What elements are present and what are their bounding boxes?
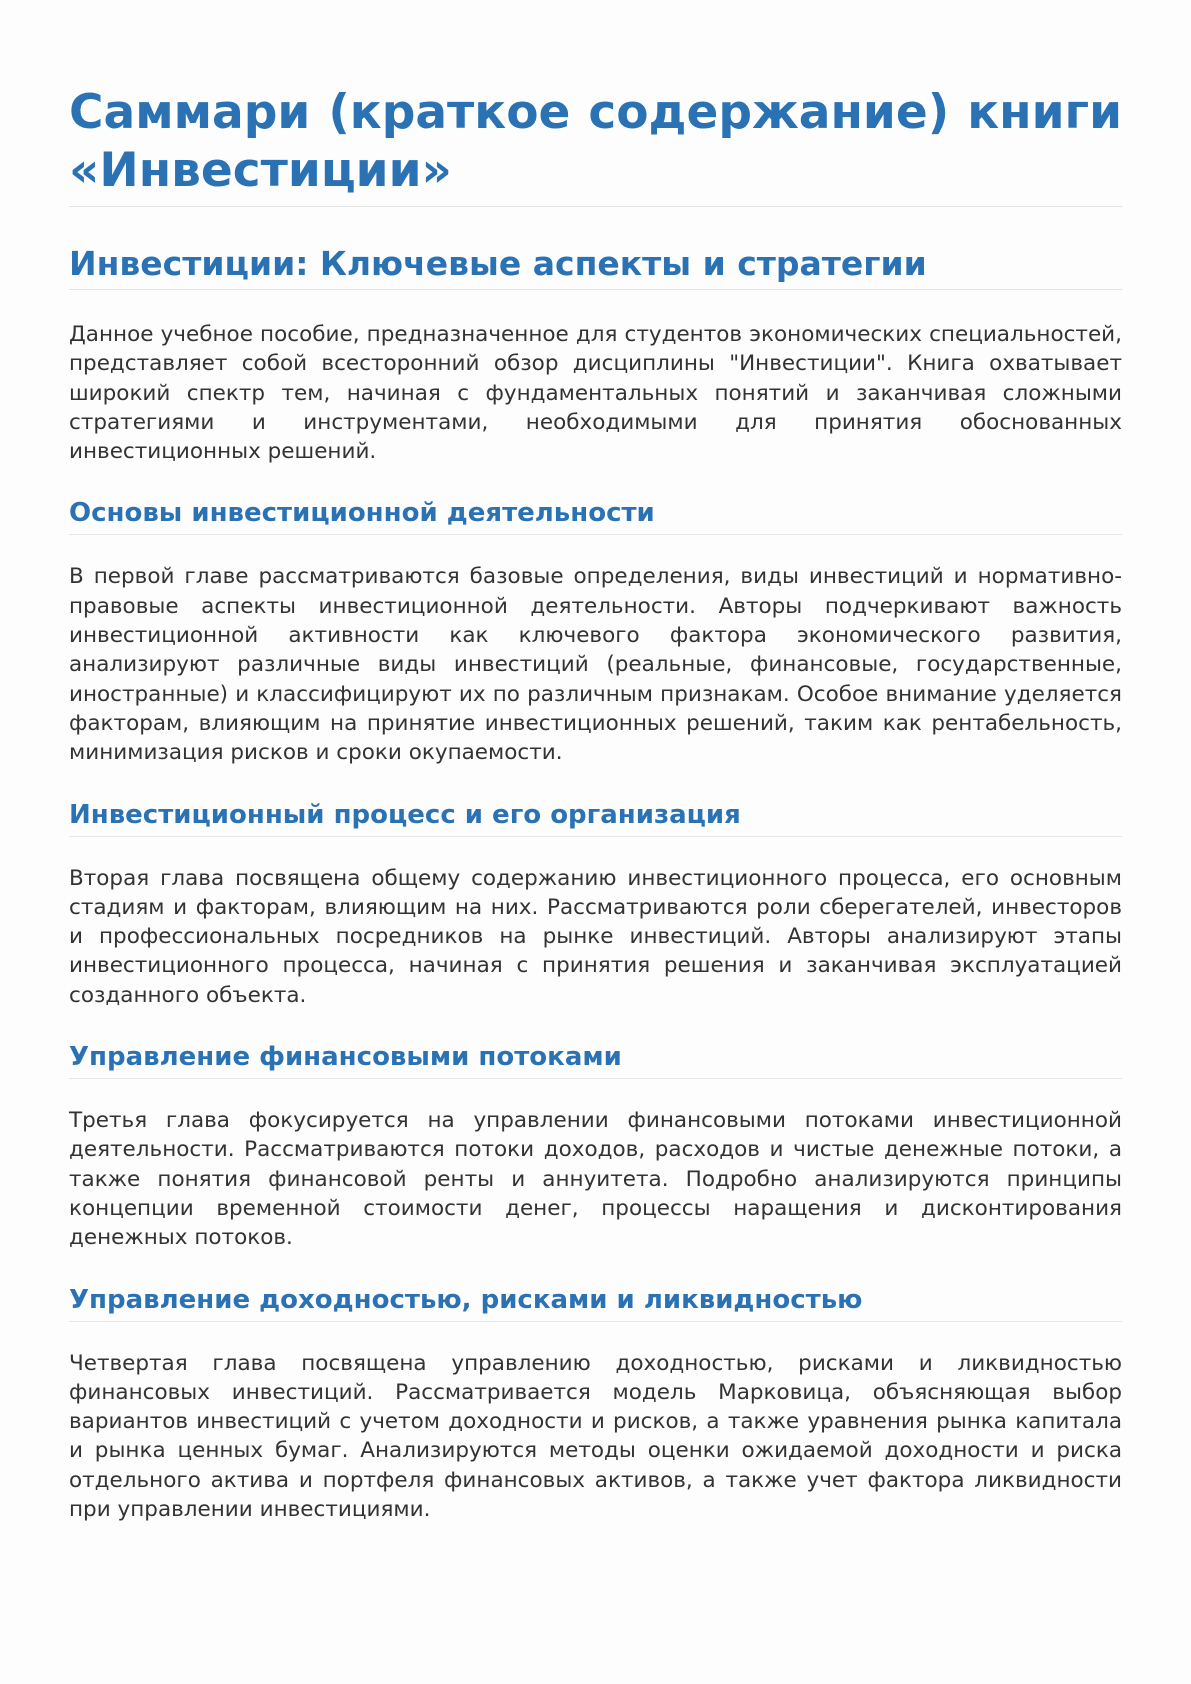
section-heading-risk-return: Управление доходностью, рисками и ликвидностью [69,1283,1122,1322]
document-title: Саммари (краткое содержание) книги «Инвестиции» [69,84,1122,207]
section-heading-cash-flows: Управление финансовыми потоками [69,1040,1122,1079]
section-text-risk-return: Четвертая глава посвящена управлению доходностью, рисками и ликвидностью финансовых инвестиций. Рассматривается модель Марковица, объясняющая выбор вариантов инвестиций с учетом доходности и рисков, а также уравнения рынка капитала и рынка ценных бумаг. Анализируются методы оценки ожидаемой доходности и риска отдельного актива и портфеля финансовых активов, а также учет фактора ликвидности при управлении инвестициями. [69,1350,1122,1523]
document-subtitle: Инвестиции: Ключевые аспекты и стратегии [69,243,1122,290]
section-text-cash-flows: Третья глава фокусируется на управлении финансовыми потоками инвестиционной деятельности. Рассматриваются потоки доходов, расходов и чистые денежные потоки, а также понятия финансовой ренты и аннуитета. Подробно анализируются принципы концепции временной стоимости денег, процессы наращения и дисконтирования денежных потоков. [69,1108,1122,1251]
section-heading-basics: Основы инвестиционной деятельности [69,496,1122,535]
section-text-basics: В первой главе рассматриваются базовые определения, виды инвестиций и нормативно-правовые аспекты инвестиционной деятельности. Авторы подчеркивают важность инвестиционной активности как ключевого фактора экономического развития, анализируют различные виды инвестиций (реальные, финансовые, государственные, иностранные) и классифицируют их по различным признакам. Особое внимание уделяется факторам, влияющим на принятие инвестиционных решений, таким как рентабельность, минимизация рисков и сроки окупаемости. [69,564,1122,766]
section-heading-process: Инвестиционный процесс и его организация [69,798,1122,837]
document-page [69,84,1122,1524]
section-text-process: Вторая глава посвящена общему содержанию инвестиционного процесса, его основным стадиям и факторам, влияющим на них. Рассматриваются роли сберегателей, инвесторов и профессиональных посредников на рынке инвестиций. Авторы анализируют этапы инвестиционного процесса, начиная с принятия решения и заканчивая эксплуатацией созданного объекта. [69,865,1122,1008]
intro-paragraph: Данное учебное пособие, предназначенное для студентов экономических специальностей, представляет собой всесторонний обзор дисциплины "Инвестиции". Книга охватывает широкий спектр тем, начиная с фундаментальных понятий и заканчивая сложными стратегиями и инструментами, необходимыми для принятия обоснованных инвестиционных решений. [69,322,1122,465]
